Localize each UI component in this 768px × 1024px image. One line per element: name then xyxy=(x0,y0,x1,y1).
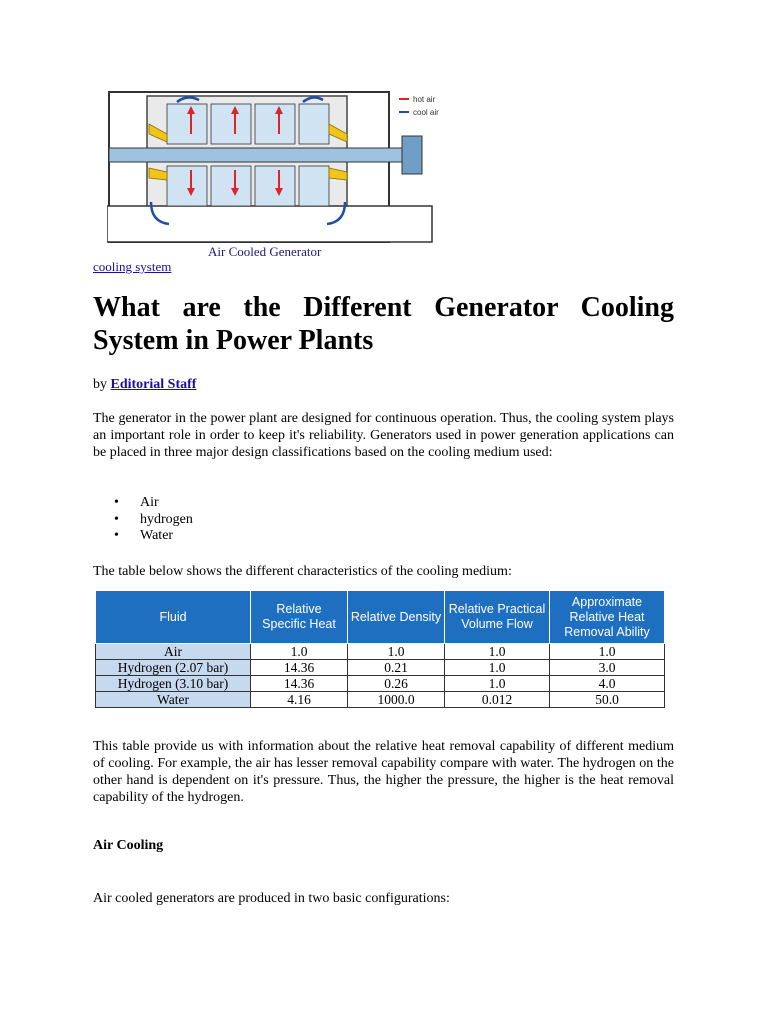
fluid-cell: Hydrogen (3.10 bar) xyxy=(96,676,251,692)
table-cell: 4.16 xyxy=(251,692,348,708)
fluid-cell: Hydrogen (2.07 bar) xyxy=(96,660,251,676)
cool-air-legend-label: cool air xyxy=(413,108,439,117)
table-row xyxy=(96,692,665,708)
table-cell: 14.36 xyxy=(251,676,348,692)
table-cell: 0.21 xyxy=(348,660,445,676)
table-cell: 14.36 xyxy=(251,660,348,676)
generator-diagram-svg xyxy=(107,84,447,262)
table-header-row xyxy=(96,591,665,644)
column-header: Relative Specific Heat xyxy=(251,591,348,644)
hot-air-legend-swatch xyxy=(399,98,409,100)
properties-table xyxy=(95,590,665,708)
byline xyxy=(93,377,196,393)
table-cell: 3.0 xyxy=(550,660,665,676)
generator-diagram xyxy=(107,84,447,262)
table-cell: 1.0 xyxy=(445,676,550,692)
cooling-medium-list xyxy=(93,495,193,545)
table-cell: 1000.0 xyxy=(348,692,445,708)
category-link[interactable]: cooling system xyxy=(93,259,172,274)
section-paragraph: Air cooled generators are produced in two basic configurations: xyxy=(93,891,450,906)
fluid-cell: Air xyxy=(96,644,251,660)
author-link[interactable]: Editorial Staff xyxy=(110,377,197,392)
table-explanation: This table provide us with information about the relative heat removal capability of different medium of cooling. For example, the air has lesser removal capability compare with water. The hydrogen on the other hand is dependent on it's pressure. Thus, the higher the pressure, the higher is the heat removal capability of the hydrogen. xyxy=(93,739,674,805)
table-cell: 1.0 xyxy=(550,644,665,660)
figure-caption: Air Cooled Generator xyxy=(208,244,322,259)
cooling-medium-table xyxy=(95,590,665,710)
intro-paragraph: The generator in the power plant are designed for continuous operation. Thus, the cooling system plays an important role in order to keep it's reliability. Generators used in power generation applications can be placed in three major design classifications based on the cooling medium used: xyxy=(93,411,674,460)
table-row xyxy=(96,644,665,660)
table-cell: 1.0 xyxy=(251,644,348,660)
list-item: • Air xyxy=(140,495,193,512)
table-cell: 1.0 xyxy=(445,660,550,676)
table-cell: 1.0 xyxy=(348,644,445,660)
list-item: • Water xyxy=(140,528,193,545)
byline-prefix: by xyxy=(93,377,107,392)
table-cell: 0.012 xyxy=(445,692,550,708)
table-intro: The table below shows the different characteristics of the cooling medium: xyxy=(93,564,512,579)
table-cell: 4.0 xyxy=(550,676,665,692)
column-header: Approximate Relative Heat Removal Ability xyxy=(550,591,665,644)
column-header: Fluid xyxy=(96,591,251,644)
article-title: What are the Different Generator Cooling System in Power Plants xyxy=(93,292,674,356)
table-cell: 1.0 xyxy=(445,644,550,660)
column-header: Relative Density xyxy=(348,591,445,644)
fluid-cell: Water xyxy=(96,692,251,708)
table-cell: 50.0 xyxy=(550,692,665,708)
table-cell: 0.26 xyxy=(348,676,445,692)
hot-air-legend-label: hot air xyxy=(413,95,436,104)
table-row xyxy=(96,676,665,692)
column-header: Relative Practical Volume Flow xyxy=(445,591,550,644)
section-heading: Air Cooling xyxy=(93,838,164,853)
table-row xyxy=(96,660,665,676)
list-item: • hydrogen xyxy=(140,512,193,529)
cool-air-legend-swatch xyxy=(399,111,409,113)
